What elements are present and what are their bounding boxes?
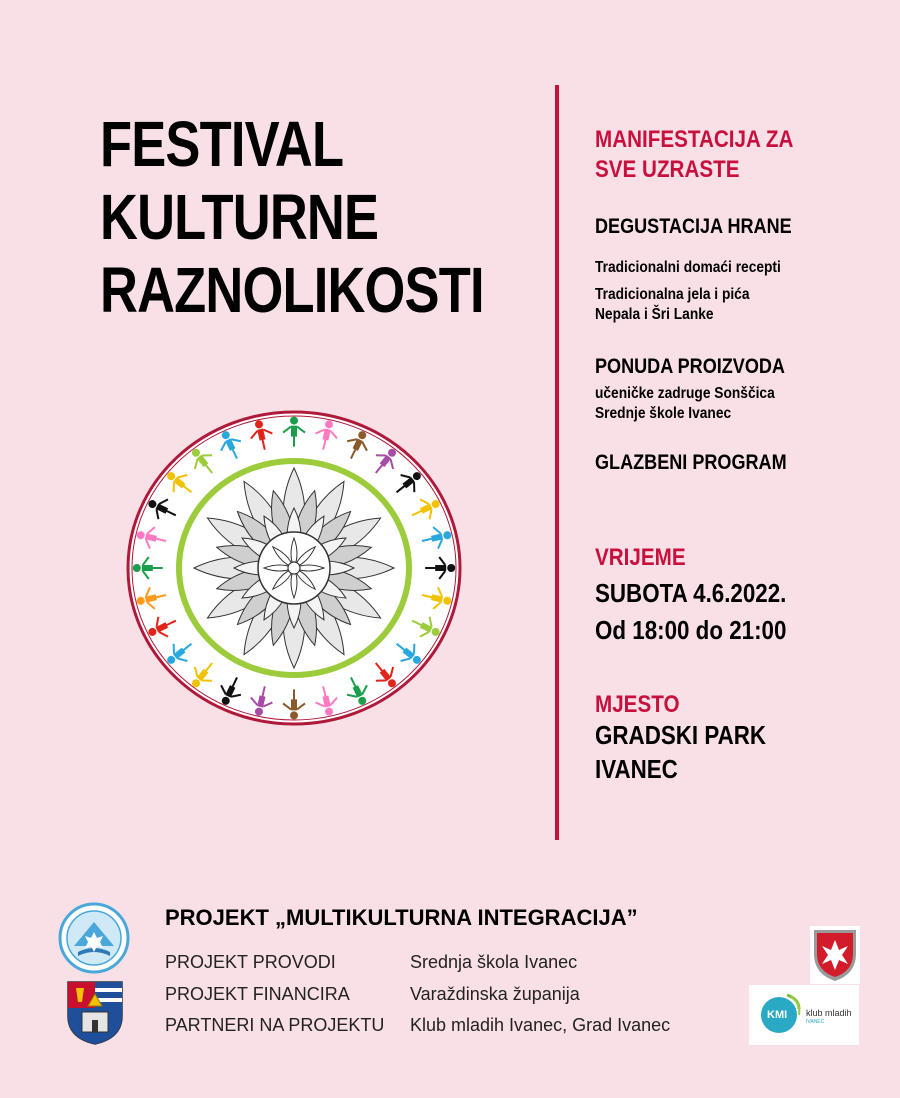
time-label: VRIJEME [595,544,686,571]
town-shield-logo [810,926,860,984]
project-row-value: Varaždinska županija [410,984,580,1004]
products-line-2: Srednje škole Ivanec [595,405,732,422]
place-line-1: GRADSKI PARK [595,720,767,750]
event-date: SUBOTA 4.6.2022. [595,578,787,608]
audience-line-2: SVE UZRASTE [595,156,740,183]
event-hours: Od 18:00 do 21:00 [595,615,787,645]
festival-title [100,108,484,327]
title-line-2: KULTURNE [100,181,379,253]
project-title: PROJEKT „MULTIKULTURNA INTEGRACIJA” [165,905,638,930]
project-row-funder [165,984,580,1005]
project-row-value: Klub mladih Ivanec, Grad Ivanec [410,1015,671,1035]
products-heading: PONUDA PROIZVODA [595,355,785,378]
project-row-value: Srednja škola Ivanec [410,952,578,972]
project-row-partners [165,1015,671,1036]
title-line-3: RAZNOLIKOSTI [100,254,484,326]
klub-mladih-logo [749,985,859,1045]
project-row-implementer [165,952,578,973]
county-coat-of-arms [66,980,124,1046]
kmi-sub-label: IVANEC [806,1019,825,1025]
kmi-short-label: KMI [767,1009,788,1021]
project-row-label: PARTNERI NA PROJEKTU [165,1015,385,1035]
place-label: MJESTO [595,691,680,718]
kmi-name-label: klub mladih [806,1008,852,1018]
place-line-2: IVANEC [595,754,678,784]
music-heading: GLAZBENI PROGRAM [595,451,787,474]
tasting-item-2a: Tradicionalna jela i pića [595,286,750,303]
project-row-label: PROJEKT FINANCIRA [165,984,350,1004]
mandala-people-circle-image [124,408,464,728]
tasting-item-1: Tradicionalni domaći recepti [595,259,781,276]
tasting-item-2b: Nepala i Šri Lanke [595,306,714,323]
title-line-1: FESTIVAL [100,108,344,180]
project-row-label: PROJEKT PROVODI [165,952,336,972]
vertical-divider [555,85,559,840]
school-logo [58,902,130,974]
products-line-1: učeničke zadruge Sonščica [595,385,775,402]
audience-line-1: MANIFESTACIJA ZA [595,126,794,153]
tasting-heading: DEGUSTACIJA HRANE [595,215,792,238]
